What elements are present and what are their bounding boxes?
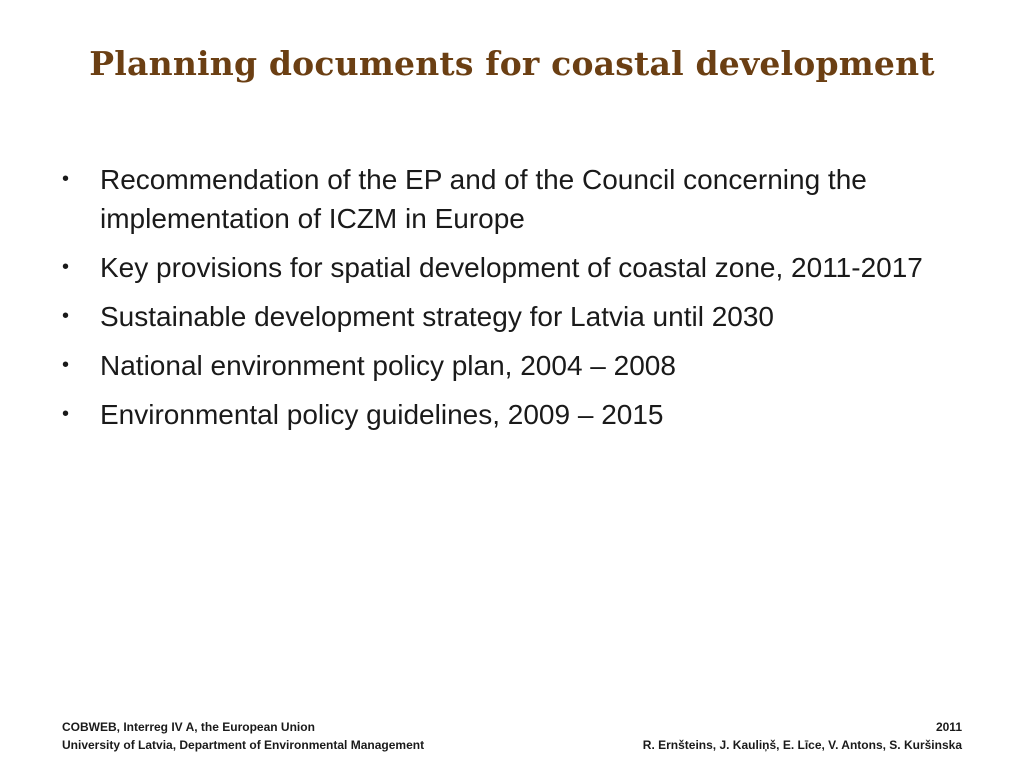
bullet-icon: • [62,354,70,376]
bullet-icon: • [62,168,70,190]
bullet-text: Environmental policy guidelines, 2009 – 2015 [100,399,664,430]
bullet-list [62,160,962,444]
footer-right [643,718,962,754]
footer-institution: University of Latvia, Department of Environmental Management [62,738,425,752]
footer-year: 2011 [935,720,962,734]
bullet-item [62,395,962,434]
bullet-item [62,248,962,287]
bullet-item [62,297,962,336]
bullet-item [62,160,962,238]
bullet-text: Recommendation of the EP and of the Council concerning the implementation of ICZM in Europe [100,164,867,234]
footer-project: COBWEB, Interreg IV A, the European Union [62,720,315,734]
bullet-item [62,346,962,385]
footer-left [62,718,424,754]
bullet-text: Key provisions for spatial development of coastal zone, 2011-2017 [100,252,923,283]
bullet-text: Sustainable development strategy for Latvia until 2030 [100,301,774,332]
bullet-icon: • [62,305,70,327]
bullet-icon: • [62,256,70,278]
bullet-icon: • [62,403,70,425]
footer-authors: R. Ernšteins, J. Kauliņš, E. Līce, V. Antons, S. Kuršinska [642,738,962,752]
slide-title: Planning documents for coastal development [89,44,935,83]
bullet-text: National environment policy plan, 2004 – 2008 [100,350,676,381]
